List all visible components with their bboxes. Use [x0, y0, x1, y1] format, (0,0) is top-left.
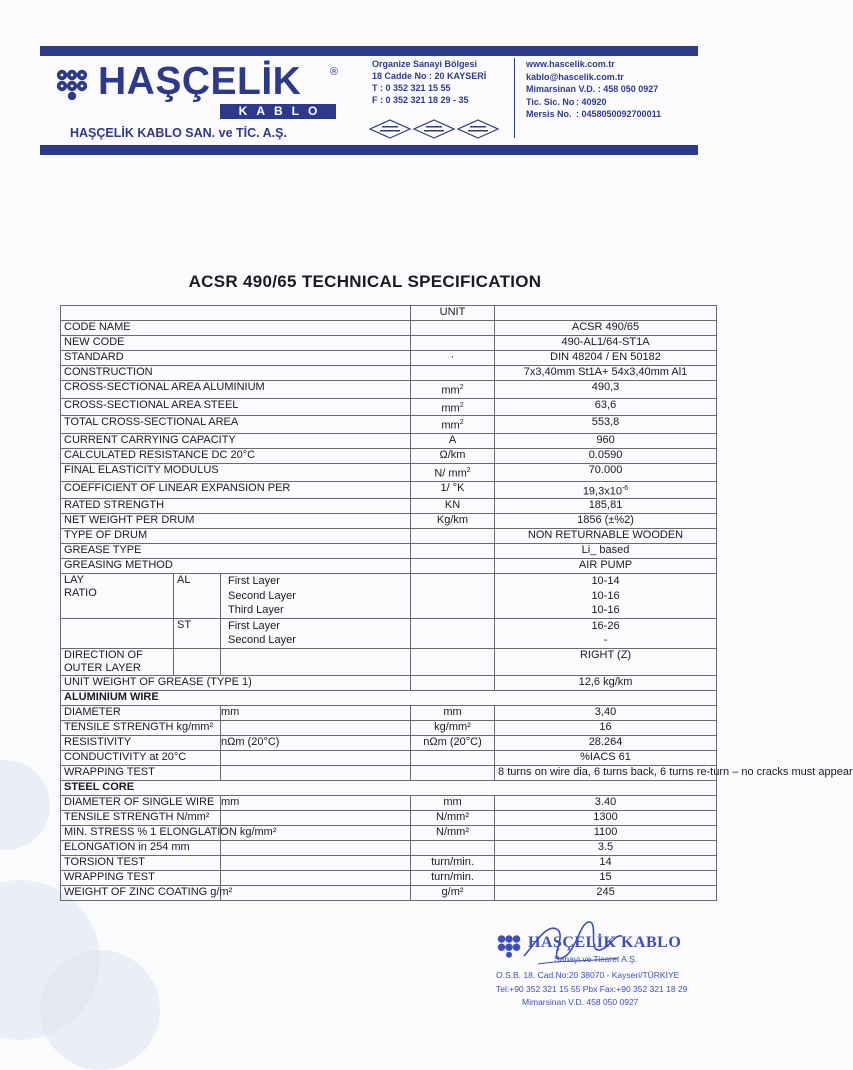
cell-text: Kg/km: [436, 514, 469, 527]
wire-unit: [411, 750, 495, 765]
cell-text: WRAPPING TEST: [64, 870, 155, 883]
direction-blank: [221, 648, 411, 675]
wire-value: 16: [495, 720, 717, 735]
wire-label: [61, 810, 221, 825]
wire-mid-unit: [221, 840, 411, 855]
letterhead: [40, 56, 698, 145]
phone-line: T : 0 352 321 15 55: [372, 83, 451, 93]
stamp-line: Sanayi ve Ticaret A.Ş.: [554, 954, 638, 964]
cell-text: 7x3,40mm St1A+ 54x3,40mm Al1: [523, 366, 688, 378]
superscript: -6: [621, 484, 629, 492]
spec-value: [495, 433, 717, 448]
spec-unit: [411, 529, 495, 544]
wire-label: [61, 720, 221, 735]
cell-text: 960: [596, 433, 615, 446]
al-unit: [411, 574, 495, 619]
wire-value: 14: [495, 855, 717, 870]
cell-text: DIAMETER: [64, 705, 121, 718]
wire-label: [61, 825, 277, 840]
spec-unit: [411, 544, 495, 559]
grease-weight-value: 12,6 kg/km: [495, 675, 717, 690]
spec-unit: [411, 463, 495, 481]
sub-brand: KABLO: [220, 104, 336, 119]
unit-header: UNIT: [411, 306, 495, 321]
wire-label: [61, 870, 221, 885]
company-logo: [52, 60, 372, 140]
cell-text: 490,3: [591, 381, 620, 393]
wire-value: 28.264: [495, 735, 717, 750]
grease-weight-unit: [411, 675, 495, 690]
aluminium-wire-row: [61, 705, 717, 720]
st-layers: [221, 618, 411, 648]
cell-text: 1856 (±%2): [577, 514, 634, 527]
spec-unit: [411, 448, 495, 463]
aluminium-wire-row: [61, 735, 717, 750]
background-circle: [40, 950, 160, 1070]
cell-text: ·: [450, 351, 455, 363]
wire-mid-unit: [221, 855, 411, 870]
stamp-flower-icon: [494, 932, 524, 958]
cell-text: TORSION TEST: [64, 855, 145, 868]
cell-text: MIN. STRESS % 1 ELONGLATION kg/mm²: [64, 825, 277, 838]
layer-value: 10-16: [591, 589, 620, 602]
website: www.hascelik.com.tr: [526, 59, 615, 69]
wire-unit: turn/min.: [411, 870, 495, 885]
spec-row: [61, 544, 717, 559]
spec-row: [61, 433, 717, 448]
stamp-phone: Tel:+90 352 321 15 55 Pbx Fax:+90 352 321 18 29: [496, 984, 688, 994]
cell-text: 19,3x10: [582, 485, 622, 498]
cell-text: DIRECTION OF: [64, 648, 143, 661]
steel-core-row: [61, 825, 717, 840]
spec-row: [61, 448, 717, 463]
spec-unit: [411, 433, 495, 448]
wire-mid-unit: [221, 810, 411, 825]
cell-text: 1/ °K: [440, 481, 465, 494]
layer-value: 10-16: [591, 604, 620, 617]
cell-text: A: [448, 433, 457, 446]
header-top-bar: [40, 46, 698, 56]
lay-ratio-blank: [61, 618, 174, 648]
cell-text: 185,81: [588, 499, 623, 512]
stamp-company-name: HAŞÇELİK KABLO: [528, 934, 682, 951]
spec-row: [61, 463, 717, 481]
cell-text: CONDUCTIVITY at 20°C: [64, 750, 187, 763]
spec-value: [495, 416, 717, 434]
table-header-row: [61, 306, 717, 321]
layer-name: Second Layer: [228, 634, 296, 647]
company-stamp: [482, 912, 712, 1012]
cell-text: TENSILE STRENGTH kg/mm²: [64, 720, 214, 733]
spec-label: CONSTRUCTION: [61, 366, 411, 381]
cell-text: DIAMETER OF SINGLE WIRE: [64, 795, 215, 808]
cell-text: 553,8: [591, 416, 620, 429]
spec-label: TOTAL CROSS-SECTIONAL AREA: [61, 416, 411, 434]
spec-row: [61, 499, 717, 514]
steel-core-row: [61, 795, 717, 810]
spec-label: CALCULATED RESISTANCE DC 20°C: [61, 448, 411, 463]
steel-core-row: [61, 870, 717, 885]
wire-unit: turn/min.: [411, 855, 495, 870]
spec-unit: [411, 481, 495, 499]
spec-label: GREASE TYPE: [61, 544, 411, 559]
cell-text: TENSILE STRENGTH N/mm²: [64, 810, 210, 823]
al-layers: [221, 574, 411, 619]
spec-label: NEW CODE: [61, 336, 411, 351]
background-circle: [0, 760, 50, 850]
wire-mid-unit: mm: [221, 795, 411, 810]
address-block: [372, 58, 486, 106]
spec-label: STANDARD: [61, 351, 411, 366]
wire-label: [61, 705, 221, 720]
spec-row: [61, 514, 717, 529]
spec-value: [495, 529, 717, 544]
spec-row: [61, 529, 717, 544]
header-bottom-bar: [40, 145, 698, 155]
spec-label: COEFFICIENT OF LINEAR EXPANSION PER: [61, 481, 411, 499]
steel-core-header-row: [61, 780, 717, 795]
wire-mid-unit: [221, 870, 411, 885]
cell-text: ACSR 490/65: [571, 321, 640, 333]
aluminium-wire-wrapping-row: [61, 765, 717, 780]
spec-row: [61, 336, 717, 351]
layer-name: Third Layer: [228, 604, 284, 617]
spec-value: [495, 336, 717, 351]
wire-value: 245: [495, 885, 717, 900]
wrapping-label: WRAPPING TEST: [61, 765, 221, 780]
cell-text: 490-AL1/64-ST1A: [561, 336, 650, 348]
specification-table: [60, 305, 853, 901]
wire-label: [61, 840, 221, 855]
spec-value: [495, 448, 717, 463]
stamp-address: O.S.B. 18. Cad.No:20 38070 - Kayseri/TÜRKİYE: [496, 970, 680, 980]
direction-unit: [411, 648, 495, 675]
wire-mid-unit: [221, 750, 411, 765]
spec-unit: [411, 559, 495, 574]
company-name: HAŞÇELİK KABLO SAN. ve TİC. A.Ş.: [70, 126, 287, 140]
spec-value: [495, 351, 717, 366]
spec-unit: [411, 351, 495, 366]
layer-name: Second Layer: [228, 589, 296, 602]
wire-mid-unit: nΩm (20°C): [221, 735, 411, 750]
brand-name: HAŞÇELİK: [98, 60, 302, 103]
spec-label: NET WEIGHT PER DRUM: [61, 514, 411, 529]
wire-unit: mm: [411, 795, 495, 810]
aluminium-wire-header-row: [61, 690, 717, 705]
cell-text: KN: [444, 499, 461, 512]
spec-value: [495, 381, 717, 399]
st-label: ST: [174, 618, 221, 648]
spec-label: CROSS-SECTIONAL AREA STEEL: [61, 398, 411, 416]
wire-mid-unit: mm: [221, 705, 411, 720]
spec-label: CURRENT CARRYING CAPACITY: [61, 433, 411, 448]
steel-core-row: [61, 840, 717, 855]
cell-text: 0.0590: [588, 448, 623, 461]
email: kablo@hascelik.com.tr: [526, 71, 624, 82]
st-values: [495, 618, 717, 648]
wire-value: 15: [495, 870, 717, 885]
wire-value: 3.5: [495, 840, 717, 855]
wire-label: [61, 750, 221, 765]
cell-text: DIN 48204 / EN 50182: [550, 351, 661, 363]
spec-label: RATED STRENGTH: [61, 499, 411, 514]
spec-row: [61, 351, 717, 366]
fax-line: F : 0 352 321 18 29 - 35: [372, 95, 469, 105]
spec-value: [495, 366, 717, 381]
spec-unit: [411, 398, 495, 416]
layer-value: -: [603, 634, 608, 647]
al-values: [495, 574, 717, 619]
spec-row: [61, 381, 717, 399]
spec-value: [495, 398, 717, 416]
spec-value: [495, 559, 717, 574]
spec-label: CODE NAME: [61, 321, 411, 336]
aluminium-wire-row: [61, 720, 717, 735]
wire-value: 1100: [495, 825, 717, 840]
spec-unit: [411, 336, 495, 351]
wire-label: [61, 885, 233, 900]
wire-unit: kg/mm²: [411, 720, 495, 735]
wrapping-unit: [411, 765, 495, 780]
spec-label: CROSS-SECTIONAL AREA ALUMINIUM: [61, 381, 411, 399]
spec-value: [495, 499, 717, 514]
registered-mark: ®: [330, 66, 339, 78]
steel-core-row: [61, 810, 717, 825]
wire-mid-unit: [221, 720, 411, 735]
wire-value: %IACS 61: [495, 750, 717, 765]
spec-label: FINAL ELASTICITY MODULUS: [61, 463, 411, 481]
steel-core-row: [61, 885, 717, 900]
cell-text: 63,6: [594, 398, 617, 411]
trade-registry: Tic. Sic. No : 40920: [526, 96, 607, 107]
spec-unit: [411, 514, 495, 529]
direction-blank: [174, 648, 221, 675]
tax-office: Mimarsinan V.D. : 458 050 0927: [526, 84, 659, 94]
spec-label: TYPE OF DRUM: [61, 529, 411, 544]
direction-label: [61, 648, 174, 675]
spec-unit: [411, 321, 495, 336]
wire-label: [61, 855, 221, 870]
cell-text: mm: [441, 402, 460, 415]
wire-value: 3.40: [495, 795, 717, 810]
lay-ratio-label-2: RATIO: [64, 587, 97, 600]
lay-ratio-label: [61, 574, 174, 619]
wire-unit: N/mm²: [411, 825, 495, 840]
cell-text: N/ mm: [434, 467, 467, 480]
spec-unit: [411, 416, 495, 434]
cell-text: Ω/km: [439, 448, 466, 461]
spec-value: [495, 514, 717, 529]
wire-value: 1300: [495, 810, 717, 825]
spec-value: [495, 544, 717, 559]
spec-row: [61, 398, 717, 416]
layer-name: First Layer: [228, 575, 280, 588]
wrapping-mid: [221, 765, 411, 780]
spec-row: [61, 366, 717, 381]
cell-text: WEIGHT OF ZINC COATING g/m²: [64, 885, 233, 898]
wrapping-value: 8 turns on wire dia, 6 turns back, 6 turns re-turn – no cracks must appear: [495, 765, 717, 780]
wire-unit: mm: [411, 705, 495, 720]
aluminium-wire-title: ALUMINIUM WIRE: [61, 690, 717, 705]
lay-ratio-label-1: LAY: [64, 574, 84, 587]
lay-ratio-row: [61, 574, 717, 619]
layer-name: First Layer: [228, 619, 280, 632]
wire-label: [61, 795, 221, 810]
direction-row: [61, 648, 717, 675]
spec-row: [61, 416, 717, 434]
superscript: 2: [466, 466, 471, 474]
wire-unit: [411, 840, 495, 855]
spec-row: [61, 321, 717, 336]
st-unit: [411, 618, 495, 648]
stamp-tax-office: Mimarsinan V.D. 458 050 0927: [522, 997, 639, 1007]
layer-value: 10-14: [591, 575, 620, 588]
certification-badges-icon: [366, 118, 506, 140]
spec-row: [61, 481, 717, 499]
aluminium-wire-row: [61, 750, 717, 765]
spec-unit: [411, 499, 495, 514]
cell-text: NON RETURNABLE WOODEN: [527, 529, 684, 542]
document-title: ACSR 490/65 TECHNICAL SPECIFICATION: [188, 272, 542, 291]
cell-text: AIR PUMP: [578, 559, 633, 572]
spec-value: [495, 321, 717, 336]
address-line: 18 Cadde No : 20 KAYSERİ: [372, 71, 487, 81]
spec-value: [495, 481, 717, 499]
steel-core-title: STEEL CORE: [61, 780, 717, 795]
lay-ratio-steel-row: [61, 618, 717, 648]
spec-value: [495, 463, 717, 481]
wire-value: 3,40: [495, 705, 717, 720]
cell-text: mm: [441, 384, 460, 397]
direction-value: RIGHT (Z): [495, 648, 717, 675]
cell-text: 70.000: [588, 463, 623, 476]
cell-text: ELONGATION in 254 mm: [64, 840, 190, 853]
spec-row: [61, 559, 717, 574]
cell-text: mm: [441, 419, 460, 432]
grease-weight-row: [61, 675, 717, 690]
contact-block: [526, 58, 661, 121]
header-divider: [514, 58, 515, 138]
superscript: 2: [459, 419, 464, 427]
superscript: 2: [459, 401, 464, 409]
spec-unit: [411, 366, 495, 381]
wire-label: [61, 735, 221, 750]
superscript: 2: [459, 384, 464, 391]
grease-weight-label: UNIT WEIGHT OF GREASE (TYPE 1): [61, 675, 411, 690]
wire-mid-unit: [221, 885, 411, 900]
cell-text: OUTER LAYER: [64, 661, 141, 674]
mersis-number: Mersis No. : 0458050092700011: [526, 109, 662, 119]
layer-value: 16-26: [591, 619, 620, 632]
spec-unit: [411, 381, 495, 399]
address-line: Organize Sanayi Bölgesi: [372, 59, 478, 69]
wire-unit: nΩm (20°C): [411, 735, 495, 750]
spec-label: GREASING METHOD: [61, 559, 411, 574]
al-label: AL: [174, 574, 221, 619]
flower-logo-icon: [52, 66, 92, 100]
steel-core-row: [61, 855, 717, 870]
wire-unit: N/mm²: [411, 810, 495, 825]
cell-text: Li_ based: [581, 544, 630, 557]
cell-text: RESISTIVITY: [64, 735, 132, 748]
wire-unit: g/m²: [411, 885, 495, 900]
